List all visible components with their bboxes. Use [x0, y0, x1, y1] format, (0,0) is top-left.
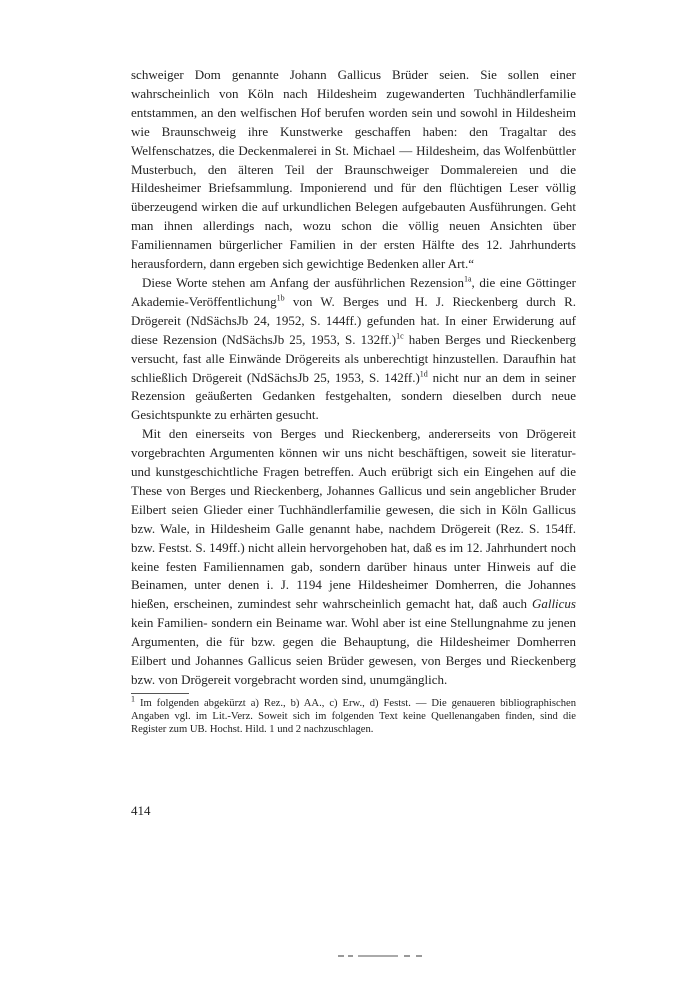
p3-text-2: kein Familien- sondern ein Beiname war. Wohl aber ist eine Stellungnahme zu jenen Argumenten, die für bzw. gegen die Behauptung, die Hildesheimer Domherren Eilbert und Johannes Gallicus seien Brüder gewesen, von Berges und Rieckenberg bzw. von Drögereit vorgebracht worden sind, unumgänglich.: [131, 615, 576, 687]
p3-text-1: Mit den einerseits von Berges und Rieckenberg, andererseits von Drögereit vorgebrachten Argumenten können wir uns nicht beschäftigen, soweit sie literatur- und kunstgeschichtliche Fragen betreffen. Auch erübrigt sich ein Eingehen auf die These von Berges und Rieckenberg, Johannes Gallicus und sein angeblicher Bruder Eilbert seien Glieder einer Tuchhändlerfamilie gewesen, die sich in Köln Gallicus bzw. Wale, in Hildesheim Galle genannt habe, nachdem Drögereit (Rez. S. 154ff. bzw. Festst. S. 149ff.) nicht allein hervorgehoben hat, daß es im 12. Jahrhundert noch keine festen Familiennamen gab, sondern darüber hinaus unter Hinweis auf die Beinamen, unter denen i. J. 1194 jene Hildesheimer Domherren, die Johannes hießen, erscheinen, zumindest sehr wahrscheinlich gemacht hat, daß auch: [131, 426, 576, 612]
text-column: [131, 66, 576, 737]
p3-emphasis: Gallicus: [531, 596, 576, 612]
footnote-ref-1a[interactable]: 1a: [463, 274, 472, 284]
footnote-divider: [131, 693, 189, 694]
paragraph-2: [131, 274, 576, 425]
p2-text-1: Diese Worte stehen am Anfang der ausführlichen Rezension: [142, 274, 464, 290]
page-number: 414: [131, 803, 151, 818]
footnote-1: [131, 694, 576, 737]
footnote-ref-1b[interactable]: 1b: [276, 293, 285, 303]
paragraph-3: [131, 425, 576, 690]
footnote-text: Im folgenden abgekürzt a) Rez., b) AA., c) Erw., d) Festst. — Die genaueren bibliographischen Angaben vgl. im Lit.-Verz. Soweit sich im folgenden Text keine Quellenangaben finden, sind die Register zum UB. Hochst. Hild. 1 und 2 nachzuschlagen.: [131, 697, 576, 736]
footnote-number: 1: [131, 694, 135, 704]
paragraph-1: schweiger Dom genannte Johann Gallicus Brüder seien. Sie sollen einer wahrscheinlich von Köln nach Hildesheim zugewanderten Tuchhändlerfamilie entstammen, an den welfischen Hof berufen worden sein und sowohl in Hildesheim wie Braunschweig ihre Kunstwerke geschaffen haben: den Tragaltar des Welfenschatzes, die Deckenmalerei in St. Michael — Hildesheim, das Wolfenbüttler Musterbuch, den älteren Teil der Braunschweiger Dommalereien und die Hildesheimer Briefsammlung. Imponierend und für den flüchtigen Leser völlig überzeugend wirken die auf urkundlichen Belegen aufgebauten Ausführungen. Geht man ihnen allerdings nach, wozu schon die völlig neuen Ansichten über Familiennamen bürgerlicher Familien in der ersten Hälfte des 12. Jahrhunderts herausfordern, dann ergeben sich gewichtige Bedenken aller Art.“: [131, 67, 576, 272]
p2-text-2: , die eine Göttinger Akademie-Veröffentlichung: [131, 274, 577, 309]
p2-text-5: nicht nur an dem in seiner Rezension geäußerten Gedanken festgehalten, sondern dieselben durch neue Gesichtspunkte zu erhärten gesucht.: [131, 369, 576, 423]
p2-text-3: von W. Berges und H. J. Rieckenberg durch R. Drögereit (NdSächsJb 24, 1952, S. 144ff.) gefunden hat. In einer Erwiderung auf diese Rezension (NdSächsJb 25, 1953, S. 132ff.): [131, 293, 576, 347]
scan-artifact-mark: [338, 953, 458, 959]
footnote-ref-1c[interactable]: 1c: [396, 331, 404, 341]
p2-text-4: haben Berges und Rieckenberg versucht, fast alle Einwände Drögereits als unberechtigt hinzustellen. Daraufhin hat schließlich Drögereit (NdSächsJb 25, 1953, S. 142ff.): [131, 331, 576, 385]
footnote-ref-1d[interactable]: 1d: [419, 369, 428, 379]
